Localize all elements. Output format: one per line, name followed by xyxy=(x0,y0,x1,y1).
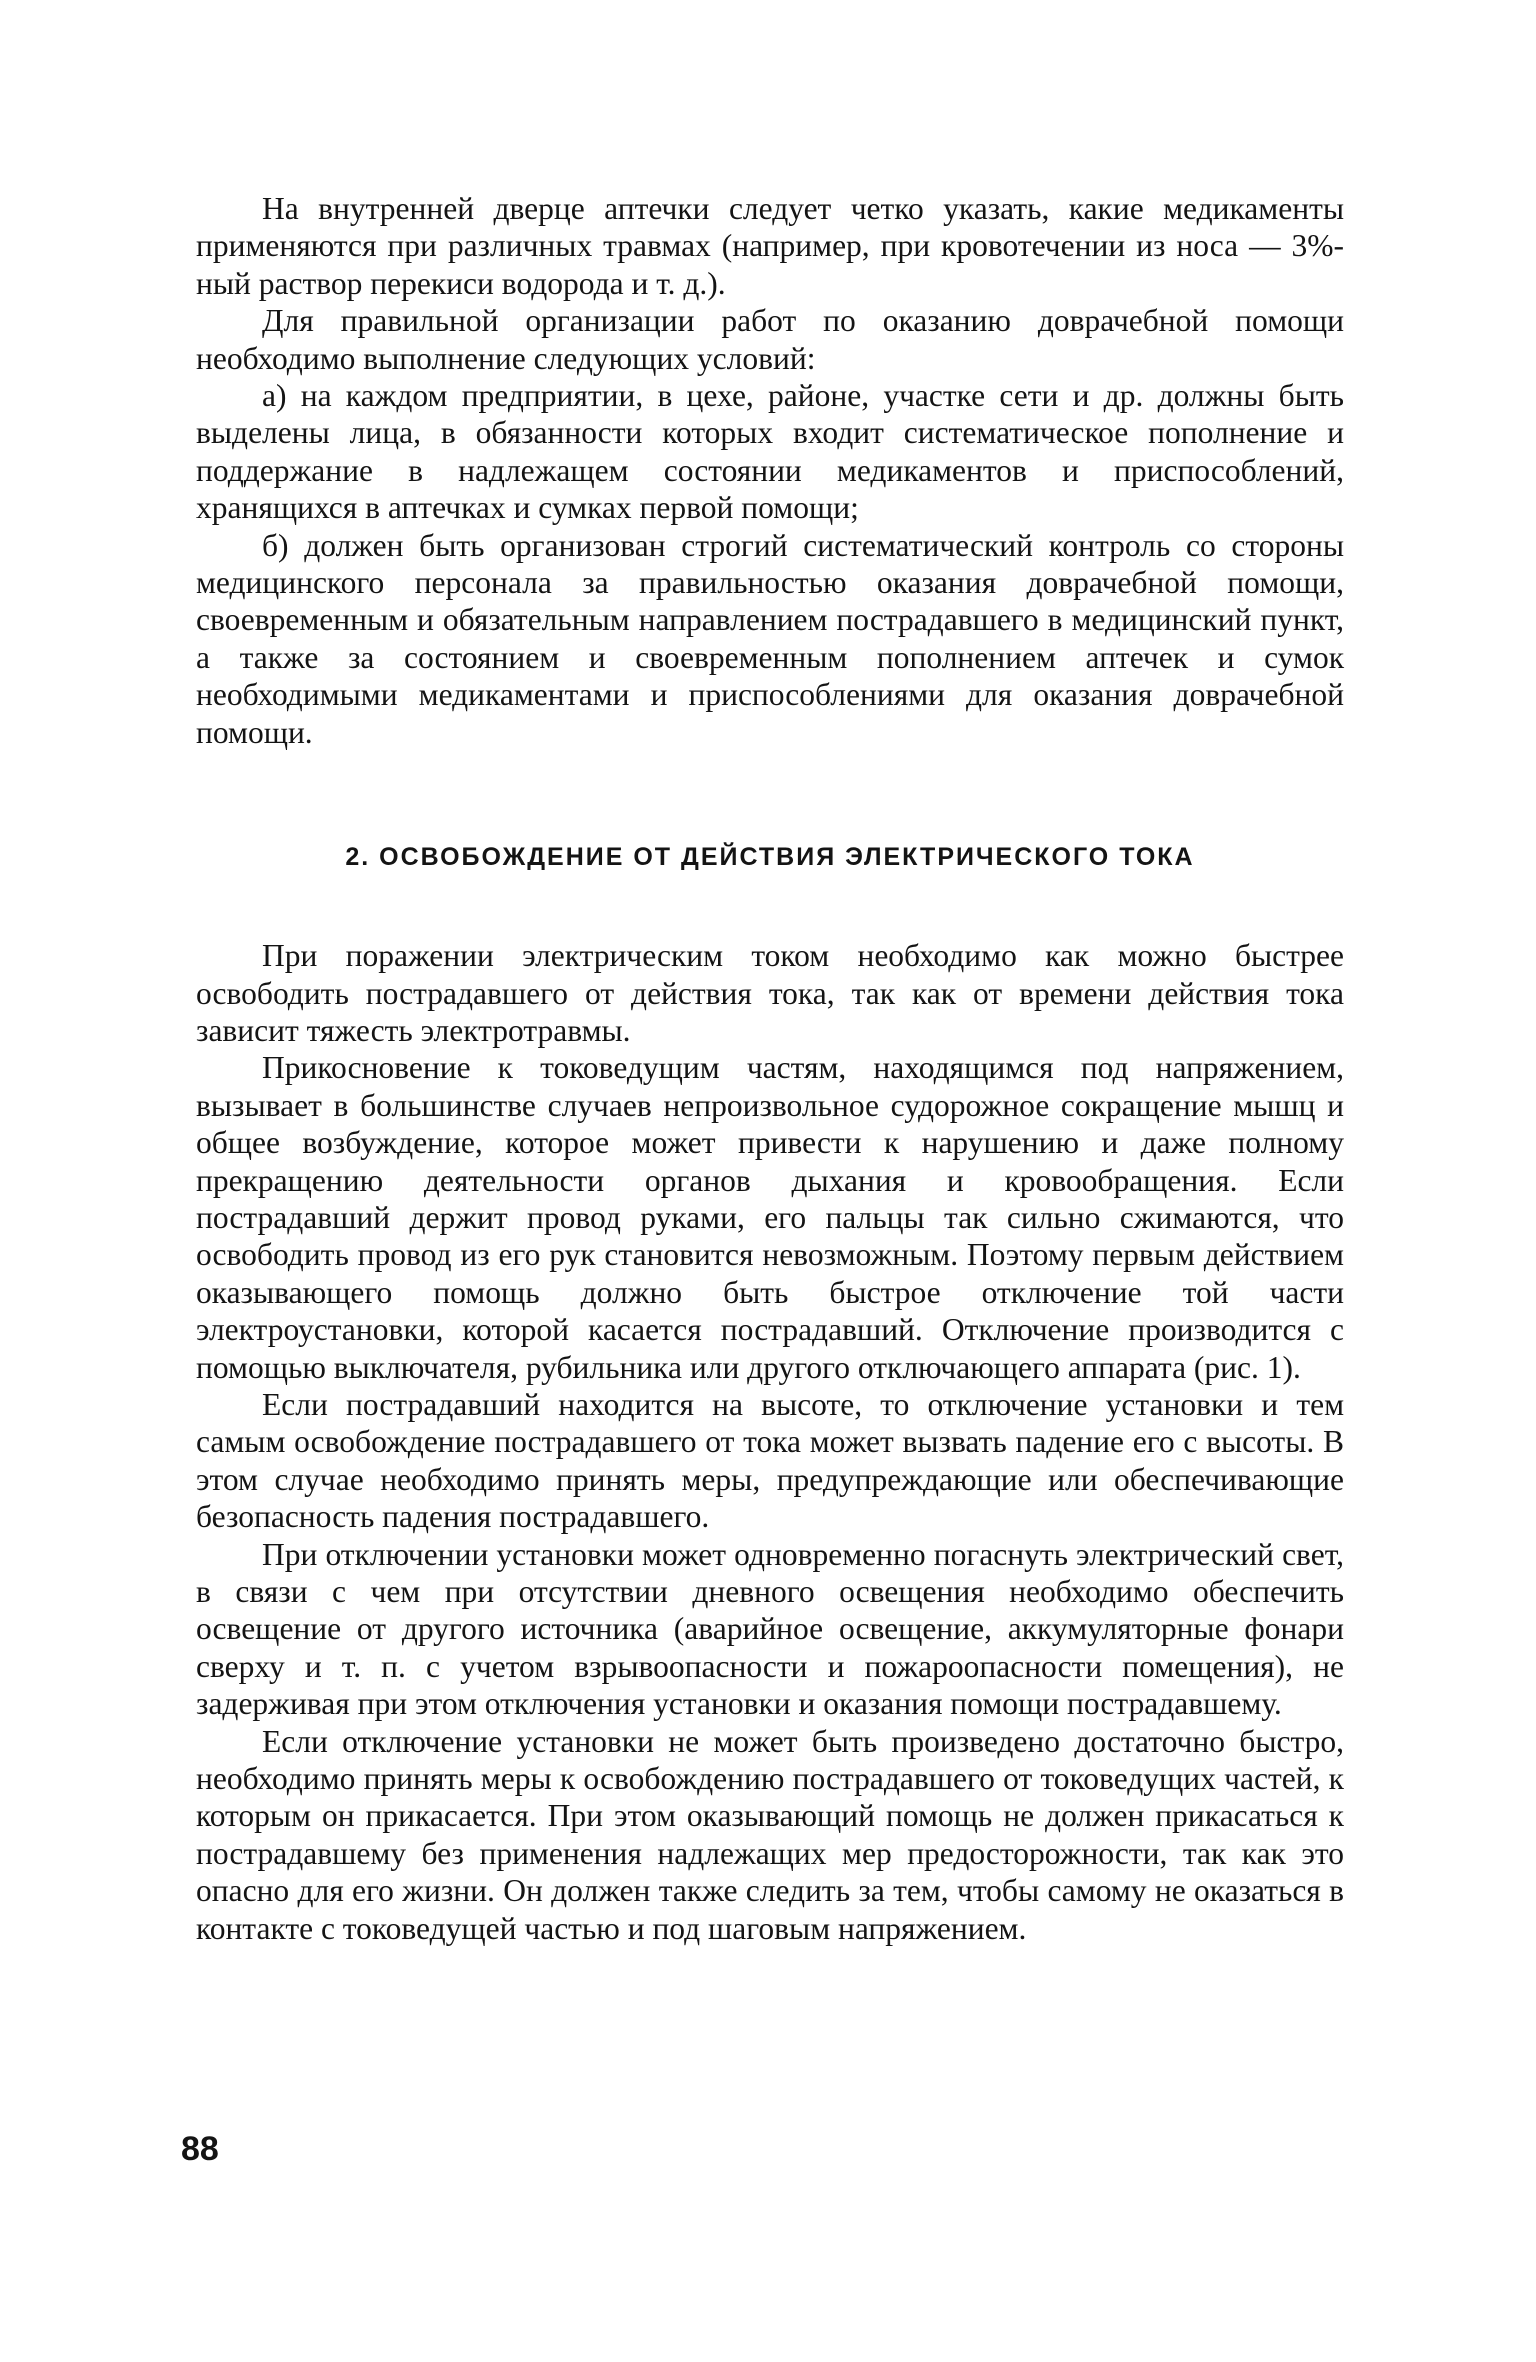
paragraph-contact-live-parts: Прикосновение к токоведущим частям, находящимся под напряжением, вызывает в большинстве случаев непроизвольное судорожное сокращение мышц и общее возбуждение, которое может привести к нарушению и даже полному прекращению деятельности органов дыхания и кровообращения. Если пострадавший держит провод руками, его пальцы так сильно сжимаются, что освободить провод из его рук становится невозможным. Поэтому первым действием оказывающего помощь должно быть быстрое отключение той части электроустановки, которой касается пострадавший. Отключение производится с помощью выключателя, рубильника или другого отключающего аппарата (рис. 1). xyxy=(196,1050,1344,1385)
page-number: 88 xyxy=(181,2130,219,2168)
paragraph-height: Если пострадавший находится на высоте, то отключение установки и тем самым освобождение пострадавшего от тока может вызвать падение его с высоты. В этом случае необходимо принять меры, предупреждающие или обеспечивающие безопасность падения пострадавшего. xyxy=(196,1386,1344,1535)
paragraph-condition-b: б) должен быть организован строгий систематический контроль со стороны медицинского персонала за правильностью оказания доврачебной помощи, своевременным и обязательным направлением пострадавшего в медицинский пункт, а также за состоянием и своевременным пополнением аптечек и сумок необходимыми медикаментами и приспособлениями для оказания доврачебной помощи. xyxy=(196,527,1344,750)
paragraph-conditions-intro: Для правильной организации работ по оказанию доврачебной помощи необходимо выполнение следующих условий: xyxy=(196,303,1344,376)
page-body xyxy=(196,190,1344,1947)
paragraph-lighting: При отключении установки может одновременно погаснуть электрический свет, в связи с чем при отсутствии дневного освещения необходимо обеспечить освещение от другого источника (аварийное освещение, аккумуляторные фонари сверху и т. п. с учетом взрывоопасности и пожароопасности помещения), не задерживая при этом отключения установки и оказания помощи пострадавшему. xyxy=(196,1536,1344,1722)
section-title: 2. ОСВОБОЖДЕНИЕ ОТ ДЕЙСТВИЯ ЭЛЕКТРИЧЕСКОГО ТОКА xyxy=(345,843,1195,872)
paragraph-medicine-cabinet: На внутренней дверце аптечки следует четко указать, какие медикаменты применяются при различных травмах (например, при кровотечении из носа — 3%-ный раствор перекиси водорода и т. д.). xyxy=(196,191,1344,301)
paragraph-condition-a: а) на каждом предприятии, в цехе, районе, участке сети и др. должны быть выделены лица, в обязанности которых входит систематическое пополнение и поддержание в надлежащем состоянии медикаментов и приспособлений, хранящихся в аптечках и сумках первой помощи; xyxy=(196,378,1344,526)
paragraph-release-measures: Если отключение установки не может быть произведено достаточно быстро, необходимо принять меры к освобождению пострадавшего от токоведущих частей, к которым он прикасается. При этом оказывающий помощь не должен прикасаться к пострадавшему без применения надлежащих мер предосторожности, так как это опасно для его жизни. Он должен также следить за тем, чтобы самому не оказаться в контакте с токоведущей частью и под шаговым напряжением. xyxy=(196,1723,1344,1946)
paragraph-electric-shock: При поражении электрическим током необходимо как можно быстрее освободить пострадавшего от действия тока, так как от времени действия тока зависит тяжесть электротравмы. xyxy=(196,938,1344,1048)
